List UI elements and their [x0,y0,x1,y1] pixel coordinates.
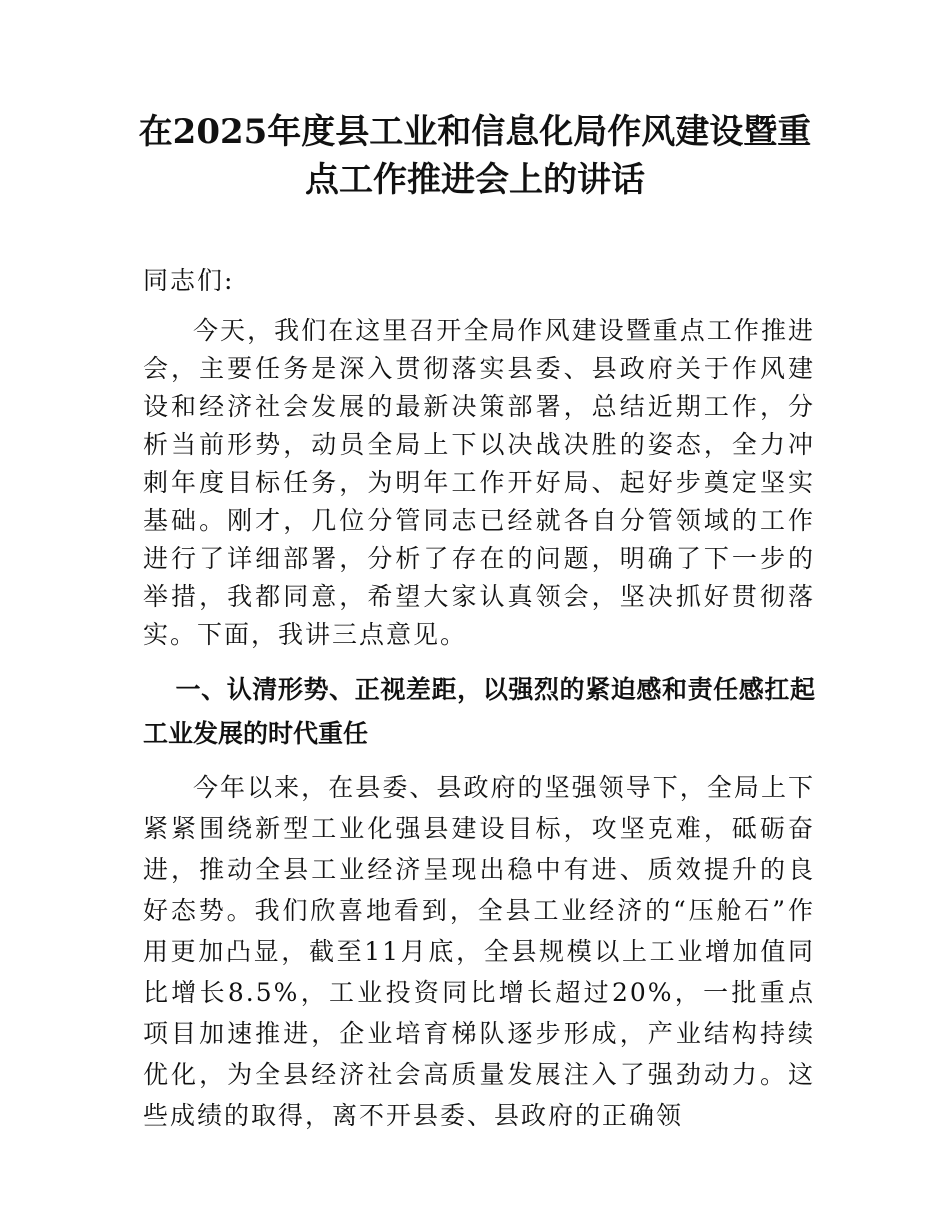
section-heading-1: 一、认清形势、正视差距，以强烈的紧迫感和责任感扛起工业发展的时代重任 [143,675,815,748]
document-title [120,108,830,204]
title-line-1: 在2025年度县工业和信息化局作风建设暨重 [138,112,812,152]
opening-paragraph: 今天，我们在这里召开全局作风建设暨重点工作推进会，主要任务是深入贯彻落实县委、县政府关于作风建设和经济社会发展的最新决策部署，总结近期工作，分析当前形势，动员全局上下以决战决胜的姿态，全力冲刺年度目标任务，为明年工作开好局、起好步奠定坚实基础。刚才，几位分管同志已经就各自分管领域的工作进行了详细部署，分析了存在的问题，明确了下一步的举措，我都同意，希望大家认真领会，坚决抓好贯彻落实。下面，我讲三点意见。 [143,316,815,649]
title-line-2: 点工作推进会上的讲话 [305,160,645,200]
salutation: 同志们: [143,266,235,295]
section-1-paragraph: 今年以来，在县委、县政府的坚强领导下，全局上下紧紧围绕新型工业化强县建设目标，攻坚克难，砥砺奋进，推动全县工业经济呈现出稳中有进、质效提升的良好态势。我们欣喜地看到，全县工业经济的“压舱石”作用更加凸显，截至11月底，全县规模以上工业增加值同比增长8.5%，工业投资同比增长超过20%，一批重点项目加速推进，企业培育梯队逐步形成，产业结构持续优化，为全县经济社会高质量发展注入了强劲动力。这些成绩的取得，离不开县委、县政府的正确领 [143,773,815,1130]
